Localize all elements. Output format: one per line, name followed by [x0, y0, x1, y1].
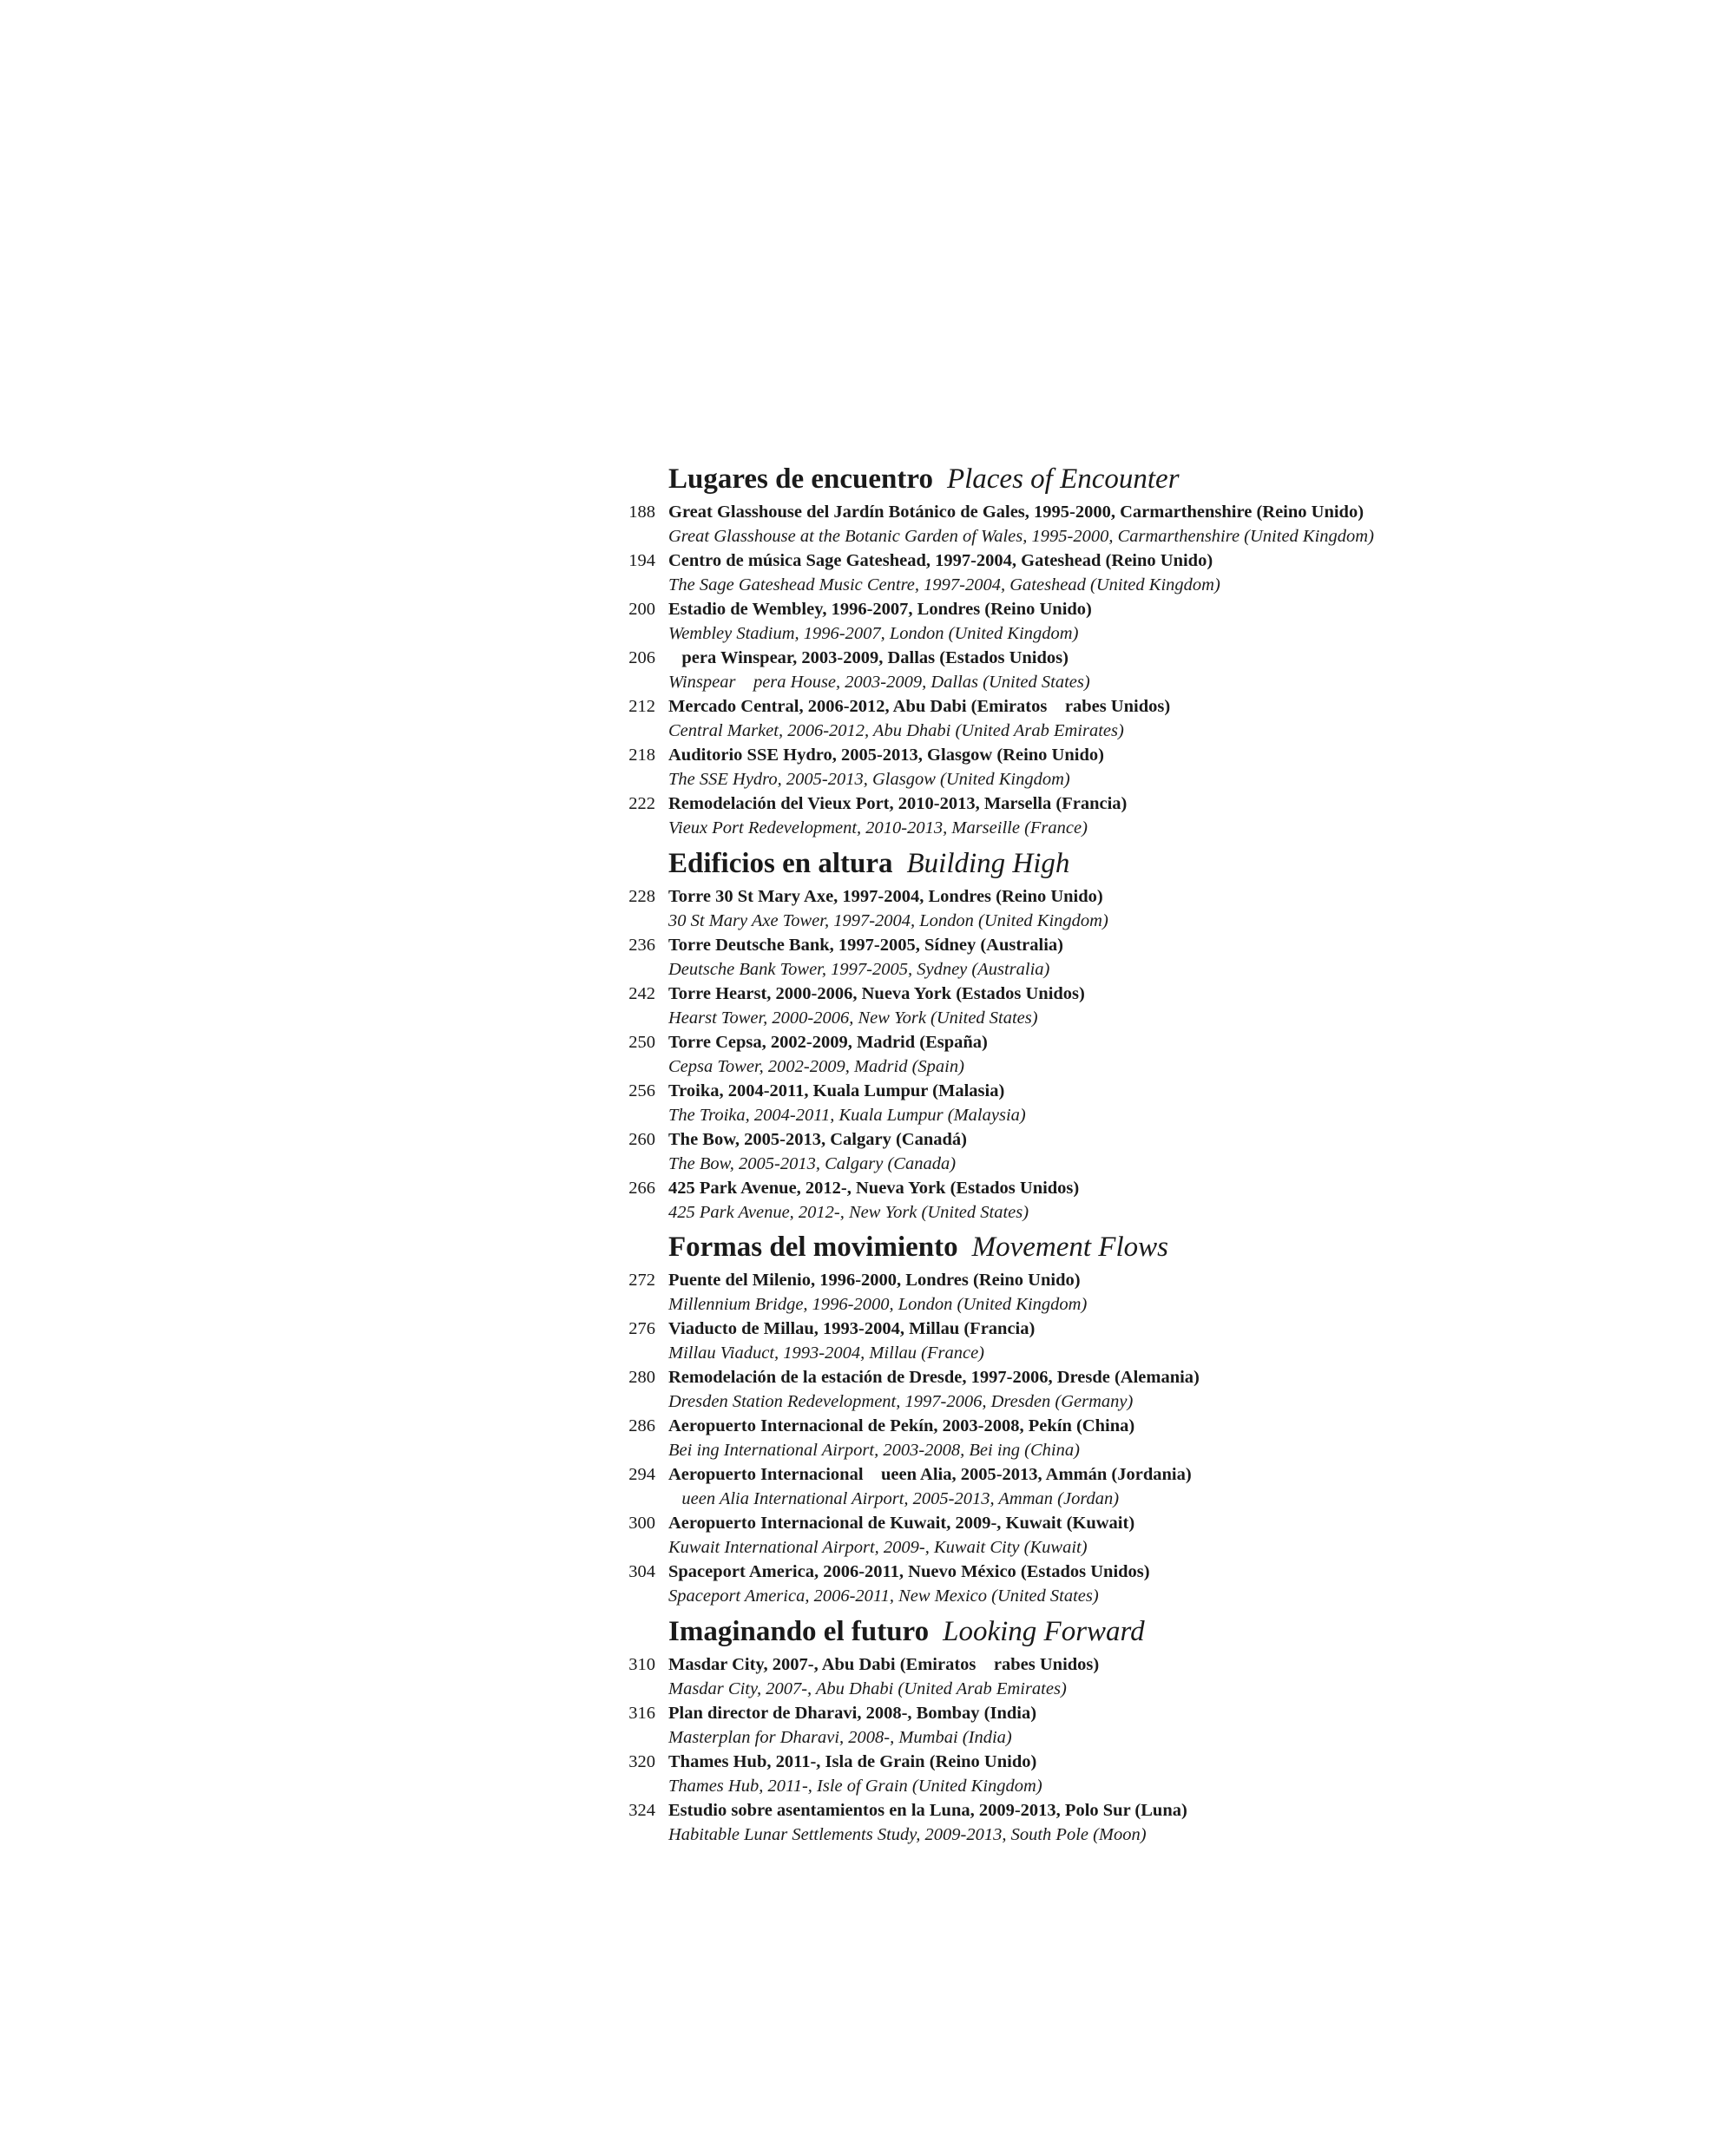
entry-title-en: Millennium Bridge, 1996-2000, London (United Kingdom): [668, 1295, 1088, 1314]
toc-entry: [0, 1317, 1736, 1365]
toc-entry: [0, 1750, 1736, 1798]
page-number: 228: [628, 887, 655, 906]
toc-entry: [0, 694, 1736, 743]
page-number: 260: [628, 1130, 655, 1149]
toc-entry: [0, 1511, 1736, 1560]
toc-entry: [0, 792, 1736, 840]
page-number: 212: [628, 697, 655, 716]
entry-title-en: Habitable Lunar Settlements Study, 2009-2013, South Pole (Moon): [668, 1825, 1147, 1844]
entry-title-es: Thames Hub, 2011-, Isla de Grain (Reino Unido): [668, 1752, 1037, 1771]
page-number: 320: [628, 1752, 655, 1771]
entry-title-en: Bei ing International Airport, 2003-2008, Bei ing (China): [668, 1441, 1080, 1460]
toc-entry: [0, 1030, 1736, 1079]
entry-title-es: Torre Hearst, 2000-2006, Nueva York (Estados Unidos): [668, 984, 1085, 1003]
page-number: 236: [628, 936, 655, 955]
page-number: 194: [628, 551, 655, 570]
entry-title-es: Estadio de Wembley, 1996-2007, Londres (Reino Unido): [668, 600, 1092, 619]
entry-title-es: Aeropuerto Internacional ueen Alia, 2005-2013, Ammán (Jordania): [668, 1465, 1192, 1484]
toc-entry: [0, 1268, 1736, 1317]
entry-title-en: Masterplan for Dharavi, 2008-, Mumbai (India): [668, 1728, 1012, 1747]
page-number: 316: [628, 1704, 655, 1723]
toc-entry: [0, 597, 1736, 646]
page-number: 294: [628, 1465, 655, 1484]
page-number: 300: [628, 1514, 655, 1533]
entry-title-es: Spaceport America, 2006-2011, Nuevo México (Estados Unidos): [668, 1562, 1150, 1581]
page-number: 272: [628, 1271, 655, 1290]
section-title-en: Building High: [906, 848, 1070, 879]
toc-entry: [0, 646, 1736, 694]
entry-title-en: Winspear pera House, 2003-2009, Dallas (United States): [668, 673, 1090, 692]
entry-title-en: Central Market, 2006-2012, Abu Dhabi (United Arab Emirates): [668, 721, 1124, 740]
toc-entry: [0, 1798, 1736, 1847]
toc-entry: [0, 1462, 1736, 1511]
entry-title-es: Centro de música Sage Gateshead, 1997-2004, Gateshead (Reino Unido): [668, 551, 1213, 570]
section-title-es: Imaginando el futuro: [668, 1616, 930, 1647]
page-number: 206: [628, 648, 655, 667]
entry-title-en: Deutsche Bank Tower, 1997-2005, Sydney (Australia): [668, 960, 1050, 979]
toc-entry: [0, 1176, 1736, 1225]
toc-entry: [0, 1365, 1736, 1414]
section-title-es: Formas del movimiento: [668, 1232, 958, 1263]
toc-entry: [0, 548, 1736, 597]
entry-title-es: Remodelación del Vieux Port, 2010-2013, Marsella (Francia): [668, 794, 1128, 813]
toc-entry: [0, 1127, 1736, 1176]
entry-title-en: Vieux Port Redevelopment, 2010-2013, Marseille (France): [668, 818, 1088, 838]
page-number: 286: [628, 1416, 655, 1435]
section-heading: [668, 846, 1069, 881]
page-number: 304: [628, 1562, 655, 1581]
page-number: 200: [628, 600, 655, 619]
page-number: 250: [628, 1033, 655, 1052]
section-title-en: Looking Forward: [943, 1616, 1145, 1647]
toc-entry: [0, 1560, 1736, 1608]
entry-title-es: Masdar City, 2007-, Abu Dabi (Emiratos rabes Unidos): [668, 1655, 1100, 1674]
entry-title-es: pera Winspear, 2003-2009, Dallas (Estados Unidos): [668, 648, 1069, 667]
section-title-en: Places of Encounter: [946, 463, 1180, 495]
toc-entry: [0, 1414, 1736, 1462]
entry-title-en: Thames Hub, 2011-, Isle of Grain (United Kingdom): [668, 1777, 1042, 1796]
entry-title-en: The SSE Hydro, 2005-2013, Glasgow (United Kingdom): [668, 770, 1070, 789]
entry-title-es: Puente del Milenio, 1996-2000, Londres (Reino Unido): [668, 1271, 1081, 1290]
entry-title-en: 30 St Mary Axe Tower, 1997-2004, London (United Kingdom): [668, 911, 1108, 930]
toc-entry: [0, 884, 1736, 933]
entry-title-en: 425 Park Avenue, 2012-, New York (United States): [668, 1203, 1029, 1222]
entry-title-es: Torre 30 St Mary Axe, 1997-2004, Londres (Reino Unido): [668, 887, 1103, 906]
page-number: 310: [628, 1655, 655, 1674]
entry-title-es: Estudio sobre asentamientos en la Luna, 2009-2013, Polo Sur (Luna): [668, 1801, 1187, 1820]
page-number: 222: [628, 794, 655, 813]
toc-entry: [0, 933, 1736, 982]
page-number: 280: [628, 1368, 655, 1387]
entry-title-en: Great Glasshouse at the Botanic Garden of Wales, 1995-2000, Carmarthenshire (United Kingdom): [668, 527, 1374, 546]
entry-title-en: Cepsa Tower, 2002-2009, Madrid (Spain): [668, 1057, 964, 1076]
page-number: 324: [628, 1801, 655, 1820]
page-number: 276: [628, 1319, 655, 1338]
entry-title-en: Spaceport America, 2006-2011, New Mexico (United States): [668, 1586, 1099, 1606]
page-number: 188: [628, 503, 655, 522]
entry-title-en: Dresden Station Redevelopment, 1997-2006, Dresden (Germany): [668, 1392, 1134, 1411]
page-number: 266: [628, 1179, 655, 1198]
section-title-es: Edificios en altura: [668, 848, 893, 879]
entry-title-es: 425 Park Avenue, 2012-, Nueva York (Estados Unidos): [668, 1179, 1080, 1198]
entry-title-en: The Troika, 2004-2011, Kuala Lumpur (Malaysia): [668, 1106, 1026, 1125]
entry-title-en: Wembley Stadium, 1996-2007, London (United Kingdom): [668, 624, 1079, 643]
entry-title-en: Kuwait International Airport, 2009-, Kuwait City (Kuwait): [668, 1538, 1088, 1557]
section-heading: [668, 1230, 1168, 1264]
entry-title-es: Auditorio SSE Hydro, 2005-2013, Glasgow (Reino Unido): [668, 746, 1104, 765]
entry-title-en: The Bow, 2005-2013, Calgary (Canada): [668, 1154, 957, 1173]
toc-entry: [0, 1652, 1736, 1701]
entry-title-es: Remodelación de la estación de Dresde, 1997-2006, Dresde (Alemania): [668, 1368, 1200, 1387]
entry-title-es: Torre Cepsa, 2002-2009, Madrid (España): [668, 1033, 988, 1052]
entry-title-en: Millau Viaduct, 1993-2004, Millau (France): [668, 1343, 984, 1363]
page-number: 242: [628, 984, 655, 1003]
entry-title-es: Plan director de Dharavi, 2008-, Bombay (India): [668, 1704, 1037, 1723]
entry-title-en: Hearst Tower, 2000-2006, New York (United States): [668, 1008, 1038, 1028]
entry-title-es: Aeropuerto Internacional de Pekín, 2003-2008, Pekín (China): [668, 1416, 1135, 1435]
entry-title-es: Great Glasshouse del Jardín Botánico de Gales, 1995-2000, Carmarthenshire (Reino Unido): [668, 503, 1364, 522]
section-heading: [668, 462, 1180, 496]
page-number: 218: [628, 746, 655, 765]
entry-title-es: The Bow, 2005-2013, Calgary (Canadá): [668, 1130, 967, 1149]
entry-title-es: Aeropuerto Internacional de Kuwait, 2009-, Kuwait (Kuwait): [668, 1514, 1135, 1533]
entry-title-en: The Sage Gateshead Music Centre, 1997-2004, Gateshead (United Kingdom): [668, 575, 1220, 594]
section-title-en: Movement Flows: [971, 1232, 1168, 1263]
section-heading: [668, 1614, 1145, 1649]
toc-entry: [0, 982, 1736, 1030]
toc-entry: [0, 1701, 1736, 1750]
entry-title-es: Torre Deutsche Bank, 1997-2005, Sídney (Australia): [668, 936, 1064, 955]
entry-title-es: Mercado Central, 2006-2012, Abu Dabi (Emiratos rabes Unidos): [668, 697, 1171, 716]
toc-entry: [0, 743, 1736, 792]
toc-entry: [0, 1079, 1736, 1127]
entry-title-en: ueen Alia International Airport, 2005-2013, Amman (Jordan): [668, 1489, 1120, 1508]
entry-title-es: Viaducto de Millau, 1993-2004, Millau (Francia): [668, 1319, 1036, 1338]
entry-title-es: Troika, 2004-2011, Kuala Lumpur (Malasia): [668, 1081, 1005, 1100]
section-title-es: Lugares de encuentro: [668, 463, 933, 495]
toc-entry: [0, 500, 1736, 548]
entry-title-en: Masdar City, 2007-, Abu Dhabi (United Arab Emirates): [668, 1679, 1067, 1698]
page-number: 256: [628, 1081, 655, 1100]
